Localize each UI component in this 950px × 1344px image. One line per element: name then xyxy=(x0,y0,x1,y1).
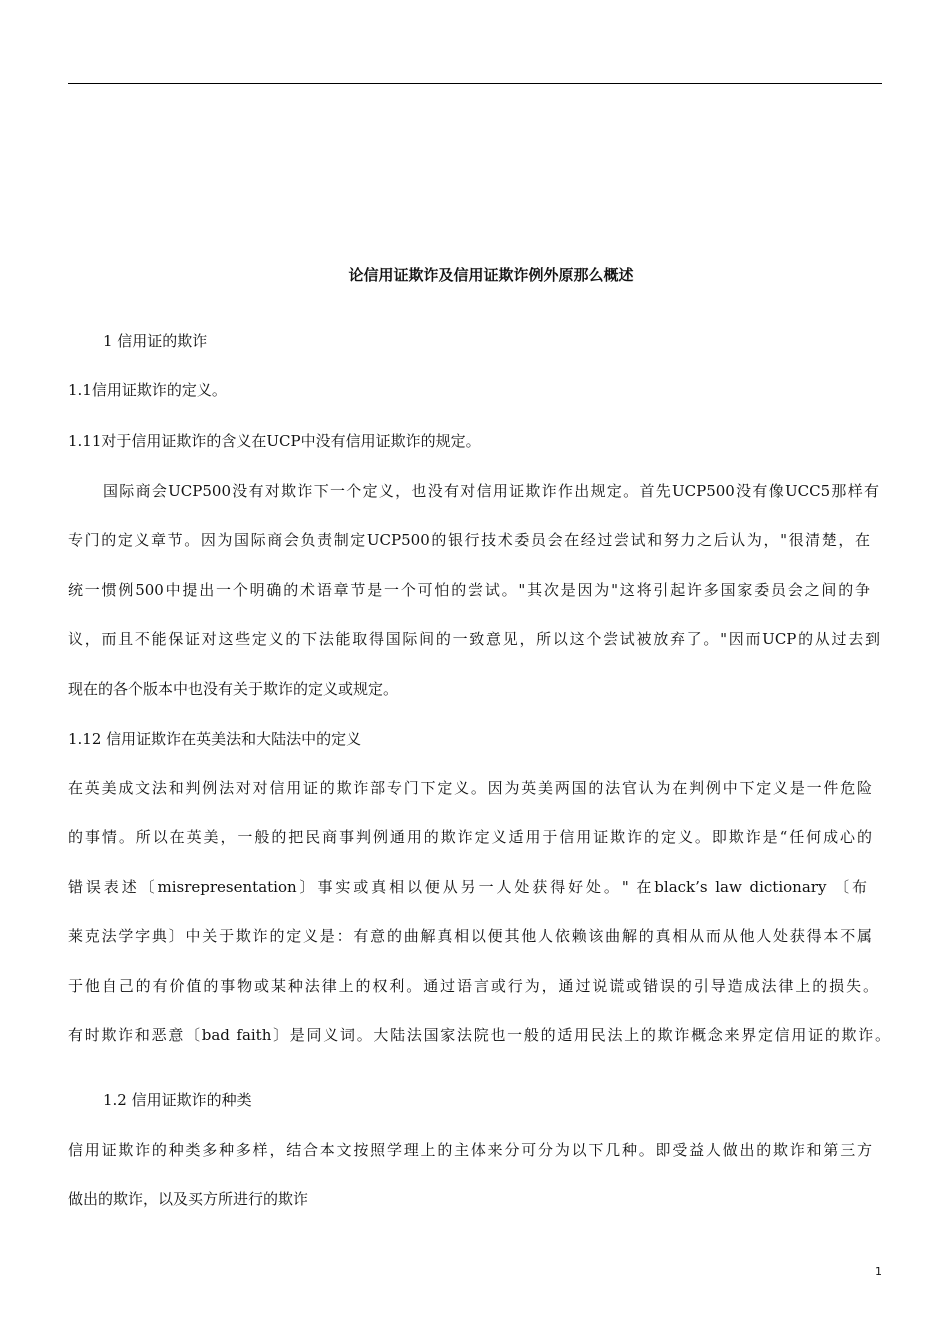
section-heading-1: 1 信用证的欺诈 xyxy=(103,332,208,350)
paragraph-line: 信用证欺诈的种类多种多样，结合本文按照学理上的主体来分可分为以下几种。即受益人做出的欺诈和第三方 xyxy=(68,1141,872,1159)
paragraph-line: 专门的定义章节。因为国际商会负责制定UCP500的银行技术委员会在经过尝试和努力之后认为，"很清楚，在 xyxy=(68,531,870,549)
subsection-heading-1-1: 1.1信用证欺诈的定义。 xyxy=(68,381,227,399)
paragraph-line: 现在的各个版本中也没有关于欺诈的定义或规定。 xyxy=(68,680,399,698)
subsection-heading-1-11: 1.11对于信用证欺诈的含义在UCP中没有信用证欺诈的规定。 xyxy=(68,432,481,450)
paragraph-line: 在英美成文法和判例法对对信用证的欺诈部专门下定义。因为英美两国的法官认为在判例中下定义是一件危险 xyxy=(68,779,872,797)
paragraph-line: 国际商会UCP500没有对欺诈下一个定义，也没有对信用证欺诈作出规定。首先UCP500没有像UCC5那样有 xyxy=(103,482,879,500)
paragraph-line: 有时欺诈和恶意〔bad faith〕是同义词。大陆法国家法院也一般的适用民法上的欺诈概念来界定信用证的欺诈。 xyxy=(68,1026,890,1044)
document-title: 论信用证欺诈及信用证欺诈例外原那么概述 xyxy=(348,266,634,284)
paragraph-line: 错误表述〔misrepresentation〕事实或真相以便从另一人处获得好处。" 在black’s law dictionary 〔布 xyxy=(68,878,867,896)
paragraph-line: 做出的欺诈，以及买方所进行的欺诈 xyxy=(68,1190,309,1208)
page-number: 1 xyxy=(875,1265,882,1278)
paragraph-line: 莱克法学字典〕中关于欺诈的定义是：有意的曲解真相以便其他人依赖该曲解的真相从而从他人处获得本不属 xyxy=(68,927,872,945)
paragraph-line: 统一惯例500中提出一个明确的术语章节是一个可怕的尝试。"其次是因为"这将引起许多国家委员会之间的争 xyxy=(68,581,870,599)
paragraph-line: 于他自己的有价值的事物或某种法律上的权利。通过语言或行为，通过说谎或错误的引导造成法律上的损失。 xyxy=(68,977,878,995)
paragraph-line: 的事情。所以在英美，一般的把民商事判例通用的欺诈定义适用于信用证欺诈的定义。即欺诈是“任何成心的 xyxy=(68,828,872,846)
paragraph-line: 议，而且不能保证对这些定义的下法能取得国际间的一致意见，所以这个尝试被放弃了。"因而UCP的从过去到 xyxy=(68,630,880,648)
subsection-heading-1-2: 1.2 信用证欺诈的种类 xyxy=(103,1091,252,1109)
subsection-heading-1-12: 1.12 信用证欺诈在英美法和大陆法中的定义 xyxy=(68,730,362,748)
header-rule xyxy=(68,83,882,84)
